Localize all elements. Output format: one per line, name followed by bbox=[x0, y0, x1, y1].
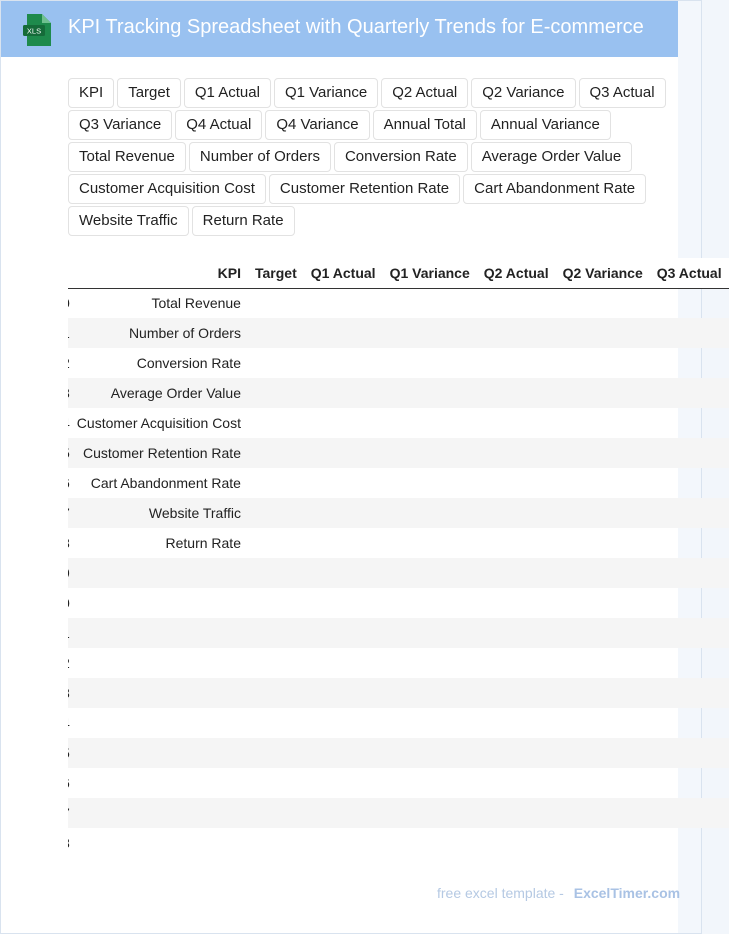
value-cell[interactable] bbox=[477, 528, 556, 558]
row-index bbox=[68, 535, 70, 551]
row-index bbox=[68, 355, 70, 371]
row-index bbox=[68, 625, 70, 641]
column-header[interactable]: Q3 Actual bbox=[650, 258, 729, 288]
table-row bbox=[68, 498, 729, 528]
value-cell[interactable] bbox=[556, 498, 650, 528]
kpi-cell[interactable]: Customer Acquisition Cost bbox=[76, 415, 241, 431]
value-cell[interactable] bbox=[556, 768, 650, 798]
value-cell[interactable] bbox=[248, 438, 304, 468]
value-cell[interactable] bbox=[556, 528, 650, 558]
value-cell[interactable] bbox=[650, 498, 729, 528]
value-cell[interactable] bbox=[383, 378, 477, 408]
value-cell[interactable] bbox=[650, 318, 729, 348]
value-cell[interactable] bbox=[477, 498, 556, 528]
column-tag[interactable]: KPI bbox=[68, 78, 114, 108]
kpi-cell[interactable] bbox=[70, 828, 248, 858]
value-cell[interactable] bbox=[650, 438, 729, 468]
value-cell[interactable] bbox=[248, 528, 304, 558]
column-tag[interactable]: Q3 Actual bbox=[579, 78, 666, 108]
kpi-cell[interactable] bbox=[70, 588, 248, 618]
value-cell[interactable] bbox=[650, 828, 729, 858]
value-cell[interactable] bbox=[383, 438, 477, 468]
table-row bbox=[68, 648, 729, 678]
table-row bbox=[68, 438, 729, 468]
column-tag[interactable]: Q4 Actual bbox=[175, 110, 262, 140]
row-index bbox=[68, 655, 70, 671]
value-cell[interactable] bbox=[248, 648, 304, 678]
value-cell[interactable] bbox=[248, 708, 304, 738]
column-tag[interactable]: Annual Total bbox=[373, 110, 477, 140]
table-row bbox=[68, 588, 729, 618]
value-cell[interactable] bbox=[248, 828, 304, 858]
value-cell[interactable] bbox=[477, 798, 556, 828]
kpi-cell[interactable]: Website Traffic bbox=[70, 498, 248, 528]
value-cell[interactable] bbox=[477, 408, 556, 438]
row-index bbox=[68, 505, 70, 521]
column-tag[interactable]: Annual Variance bbox=[480, 110, 611, 140]
value-cell[interactable] bbox=[477, 468, 556, 498]
value-cell[interactable] bbox=[304, 408, 383, 438]
kpi-cell[interactable] bbox=[70, 708, 248, 738]
value-cell[interactable] bbox=[248, 468, 304, 498]
value-cell[interactable] bbox=[383, 528, 477, 558]
value-cell[interactable] bbox=[248, 378, 304, 408]
column-tag[interactable]: Cart Abandonment Rate bbox=[463, 174, 646, 204]
table-row bbox=[68, 768, 729, 798]
column-tag[interactable]: Q1 Variance bbox=[274, 78, 378, 108]
value-cell[interactable] bbox=[304, 588, 383, 618]
value-cell[interactable] bbox=[304, 708, 383, 738]
row-index bbox=[68, 325, 70, 341]
value-cell[interactable] bbox=[248, 738, 304, 768]
value-cell[interactable] bbox=[556, 348, 650, 378]
kpi-table-container[interactable] bbox=[68, 258, 722, 859]
value-cell[interactable] bbox=[556, 618, 650, 648]
column-header[interactable]: Q1 Variance bbox=[383, 258, 477, 288]
table-row bbox=[68, 828, 729, 858]
value-cell[interactable] bbox=[556, 438, 650, 468]
value-cell[interactable] bbox=[248, 558, 304, 588]
column-tag[interactable]: Target bbox=[117, 78, 181, 108]
value-cell[interactable] bbox=[477, 588, 556, 618]
column-header[interactable]: KPI bbox=[70, 258, 248, 288]
value-cell[interactable] bbox=[304, 558, 383, 588]
kpi-cell[interactable] bbox=[70, 678, 248, 708]
row-index bbox=[68, 835, 70, 851]
value-cell[interactable] bbox=[477, 438, 556, 468]
value-cell[interactable] bbox=[650, 618, 729, 648]
value-cell[interactable] bbox=[304, 318, 383, 348]
table-row bbox=[68, 288, 729, 318]
kpi-cell[interactable] bbox=[70, 768, 248, 798]
row-index bbox=[68, 565, 70, 581]
column-tag[interactable]: Customer Acquisition Cost bbox=[68, 174, 266, 204]
value-cell[interactable] bbox=[383, 768, 477, 798]
kpi-cell[interactable]: Cart Abandonment Rate bbox=[90, 475, 241, 491]
value-cell[interactable] bbox=[650, 738, 729, 768]
column-tag[interactable]: Conversion Rate bbox=[334, 142, 468, 172]
value-cell[interactable] bbox=[556, 798, 650, 828]
value-cell[interactable] bbox=[304, 498, 383, 528]
value-cell[interactable] bbox=[248, 768, 304, 798]
value-cell[interactable] bbox=[248, 678, 304, 708]
kpi-cell[interactable]: Total Revenue bbox=[151, 295, 241, 312]
value-cell[interactable] bbox=[248, 408, 304, 438]
value-cell[interactable] bbox=[650, 288, 729, 318]
kpi-cell[interactable]: Customer Retention Rate bbox=[70, 438, 248, 468]
value-cell[interactable] bbox=[383, 288, 477, 318]
value-cell[interactable] bbox=[304, 348, 383, 378]
kpi-cell[interactable] bbox=[70, 558, 248, 588]
value-cell[interactable] bbox=[650, 768, 729, 798]
value-cell[interactable] bbox=[304, 468, 383, 498]
kpi-cell[interactable]: Number of Orders bbox=[70, 318, 248, 348]
excel-file-icon bbox=[23, 14, 51, 46]
footer-brand-link[interactable]: ExcelTimer.com bbox=[573, 885, 681, 901]
value-cell[interactable] bbox=[383, 618, 477, 648]
value-cell[interactable] bbox=[556, 558, 650, 588]
value-cell[interactable] bbox=[477, 558, 556, 588]
value-cell[interactable] bbox=[304, 768, 383, 798]
column-tag[interactable]: Total Revenue bbox=[68, 142, 186, 172]
column-header[interactable]: Q2 Actual bbox=[477, 258, 556, 288]
table-row bbox=[68, 348, 729, 378]
value-cell[interactable] bbox=[248, 588, 304, 618]
table-row bbox=[68, 468, 729, 498]
value-cell[interactable] bbox=[650, 708, 729, 738]
column-header[interactable]: Target bbox=[248, 258, 304, 288]
value-cell[interactable] bbox=[556, 828, 650, 858]
value-cell[interactable] bbox=[650, 378, 729, 408]
row-index bbox=[68, 595, 70, 611]
column-tag[interactable]: Return Rate bbox=[192, 206, 295, 236]
value-cell[interactable] bbox=[248, 498, 304, 528]
value-cell[interactable] bbox=[556, 288, 650, 318]
value-cell[interactable] bbox=[304, 438, 383, 468]
table-row bbox=[68, 618, 729, 648]
value-cell[interactable] bbox=[650, 528, 729, 558]
value-cell[interactable] bbox=[383, 798, 477, 828]
column-tag[interactable]: Q1 Actual bbox=[184, 78, 271, 108]
value-cell[interactable] bbox=[556, 588, 650, 618]
value-cell[interactable] bbox=[383, 348, 477, 378]
table-row bbox=[68, 708, 729, 738]
value-cell[interactable] bbox=[248, 618, 304, 648]
value-cell[interactable] bbox=[304, 528, 383, 558]
value-cell[interactable] bbox=[477, 318, 556, 348]
value-cell[interactable] bbox=[248, 798, 304, 828]
value-cell[interactable] bbox=[304, 798, 383, 828]
row-index bbox=[68, 715, 70, 731]
header-bar bbox=[1, 1, 678, 57]
column-tag[interactable]: Q2 Variance bbox=[471, 78, 575, 108]
value-cell[interactable] bbox=[383, 558, 477, 588]
row-index bbox=[68, 295, 70, 311]
value-cell[interactable] bbox=[477, 738, 556, 768]
value-cell[interactable] bbox=[304, 678, 383, 708]
row-index bbox=[68, 685, 70, 701]
value-cell[interactable] bbox=[383, 468, 477, 498]
table-row bbox=[68, 528, 729, 558]
table-row bbox=[68, 678, 729, 708]
value-cell[interactable] bbox=[383, 408, 477, 438]
value-cell[interactable] bbox=[556, 468, 650, 498]
value-cell[interactable] bbox=[556, 708, 650, 738]
kpi-table bbox=[68, 258, 729, 858]
value-cell[interactable] bbox=[477, 378, 556, 408]
footer-credit bbox=[437, 885, 680, 901]
table-row bbox=[68, 318, 729, 348]
row-index bbox=[68, 445, 70, 461]
column-tag[interactable]: Average Order Value bbox=[471, 142, 633, 172]
column-tag[interactable]: Number of Orders bbox=[189, 142, 331, 172]
value-cell[interactable] bbox=[650, 648, 729, 678]
column-tag[interactable]: Customer Retention Rate bbox=[269, 174, 460, 204]
value-cell[interactable] bbox=[383, 678, 477, 708]
value-cell[interactable] bbox=[650, 588, 729, 618]
value-cell[interactable] bbox=[650, 468, 729, 498]
row-index bbox=[68, 775, 70, 791]
value-cell[interactable] bbox=[477, 708, 556, 738]
row-index bbox=[68, 475, 70, 491]
value-cell[interactable] bbox=[248, 318, 304, 348]
table-row bbox=[68, 408, 729, 438]
value-cell[interactable] bbox=[383, 588, 477, 618]
value-cell[interactable] bbox=[383, 708, 477, 738]
kpi-cell[interactable]: Return Rate bbox=[165, 535, 241, 551]
excel-icon-label: XLS bbox=[26, 26, 42, 36]
value-cell[interactable] bbox=[477, 618, 556, 648]
table-row bbox=[68, 378, 729, 408]
value-cell[interactable] bbox=[556, 378, 650, 408]
value-cell[interactable] bbox=[650, 558, 729, 588]
value-cell[interactable] bbox=[650, 798, 729, 828]
footer-free-text: free excel template - bbox=[437, 885, 564, 901]
column-header[interactable]: Q1 Actual bbox=[304, 258, 383, 288]
kpi-cell[interactable] bbox=[70, 648, 248, 678]
table-row bbox=[68, 798, 729, 828]
value-cell[interactable] bbox=[304, 738, 383, 768]
value-cell[interactable] bbox=[248, 348, 304, 378]
value-cell[interactable] bbox=[383, 738, 477, 768]
value-cell[interactable] bbox=[556, 318, 650, 348]
value-cell[interactable] bbox=[650, 348, 729, 378]
kpi-cell[interactable]: Conversion Rate bbox=[136, 355, 241, 371]
column-tag[interactable]: Website Traffic bbox=[68, 206, 189, 236]
value-cell[interactable] bbox=[477, 288, 556, 318]
row-index bbox=[68, 745, 70, 761]
value-cell[interactable] bbox=[304, 828, 383, 858]
row-index bbox=[68, 385, 70, 401]
value-cell[interactable] bbox=[304, 618, 383, 648]
value-cell[interactable] bbox=[304, 648, 383, 678]
value-cell[interactable] bbox=[477, 348, 556, 378]
value-cell[interactable] bbox=[304, 288, 383, 318]
table-header-row bbox=[68, 258, 729, 288]
column-header[interactable]: Q2 Variance bbox=[556, 258, 650, 288]
kpi-cell[interactable]: Average Order Value bbox=[70, 378, 248, 408]
value-cell[interactable] bbox=[477, 768, 556, 798]
value-cell[interactable] bbox=[556, 678, 650, 708]
value-cell[interactable] bbox=[477, 678, 556, 708]
kpi-cell[interactable] bbox=[70, 798, 248, 828]
value-cell[interactable] bbox=[650, 408, 729, 438]
row-index bbox=[68, 805, 70, 821]
value-cell[interactable] bbox=[383, 648, 477, 678]
column-tag-list bbox=[68, 78, 668, 236]
table-body bbox=[68, 288, 729, 858]
table-row bbox=[68, 558, 729, 588]
column-tag[interactable]: Q4 Variance bbox=[265, 110, 369, 140]
value-cell[interactable] bbox=[477, 828, 556, 858]
value-cell[interactable] bbox=[556, 408, 650, 438]
kpi-cell[interactable] bbox=[70, 618, 248, 648]
row-index bbox=[68, 415, 70, 431]
kpi-cell[interactable] bbox=[70, 738, 248, 768]
value-cell[interactable] bbox=[477, 648, 556, 678]
value-cell[interactable] bbox=[556, 738, 650, 768]
column-tag[interactable]: Q3 Variance bbox=[68, 110, 172, 140]
value-cell[interactable] bbox=[556, 648, 650, 678]
value-cell[interactable] bbox=[383, 318, 477, 348]
page-title: KPI Tracking Spreadsheet with Quarterly Trends for E-commerce bbox=[68, 16, 644, 38]
value-cell[interactable] bbox=[383, 498, 477, 528]
column-tag[interactable]: Q2 Actual bbox=[381, 78, 468, 108]
table-row bbox=[68, 738, 729, 768]
value-cell[interactable] bbox=[650, 678, 729, 708]
value-cell[interactable] bbox=[383, 828, 477, 858]
value-cell[interactable] bbox=[248, 288, 304, 318]
value-cell[interactable] bbox=[304, 378, 383, 408]
